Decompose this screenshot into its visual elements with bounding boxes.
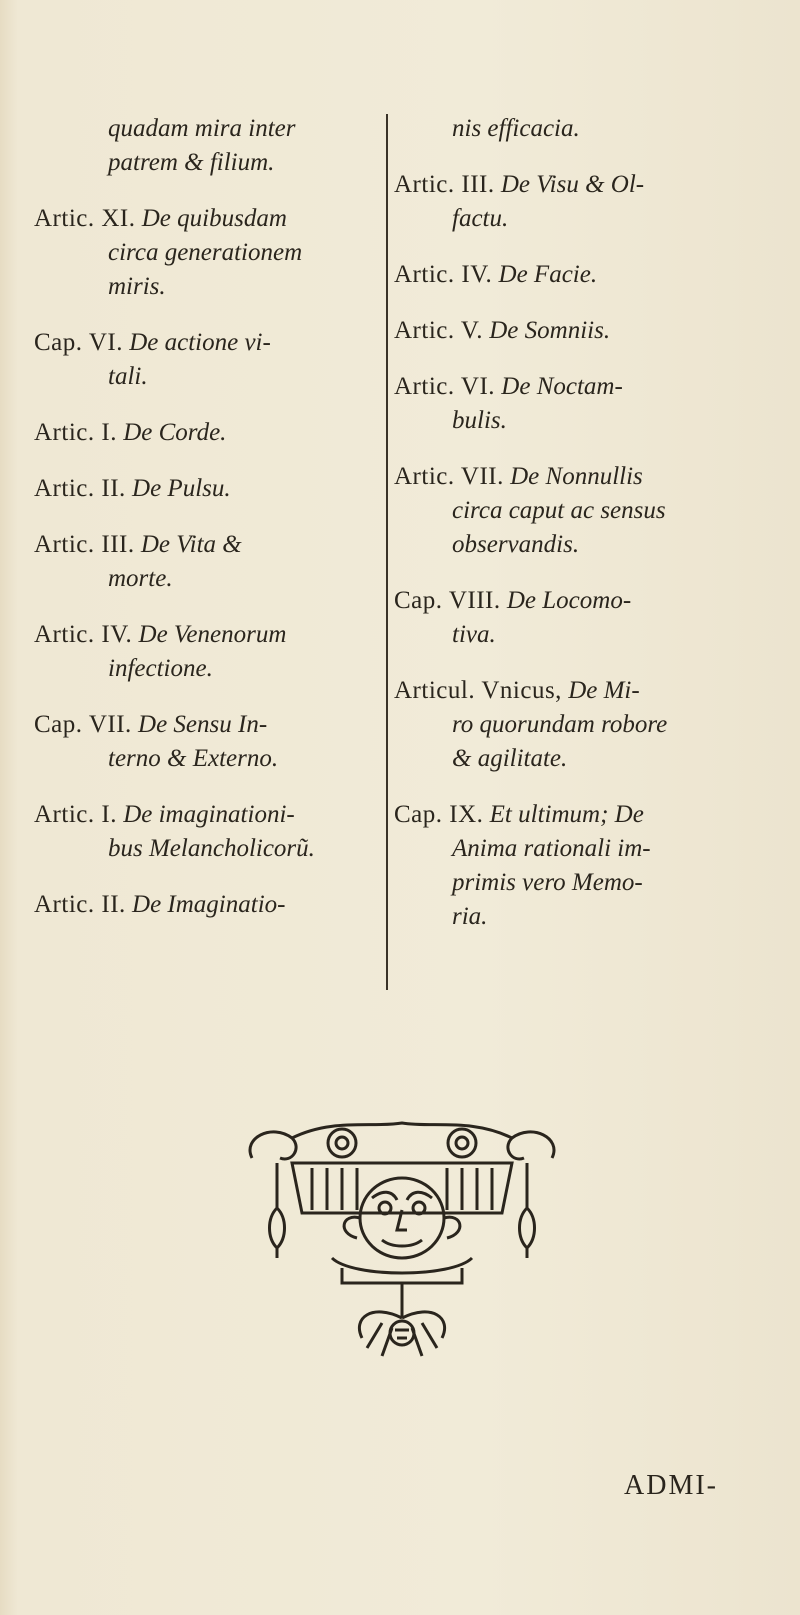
entry-label: Cap. IX. [394, 801, 484, 828]
index-entry [394, 460, 774, 562]
index-entry [34, 112, 384, 180]
index-entry [34, 202, 384, 304]
index-line [34, 652, 384, 686]
index-line [394, 674, 774, 708]
index-line [394, 584, 774, 618]
index-line [34, 326, 384, 360]
index-entry [394, 798, 774, 934]
index-line [34, 416, 384, 450]
entry-label: Artic. II. [34, 891, 126, 918]
index-entry [34, 798, 384, 866]
entry-title: Et ultimum; De [489, 801, 644, 828]
index-entry [34, 326, 384, 394]
index-line [394, 866, 774, 900]
entry-label: Cap. VIII. [394, 587, 501, 614]
index-line [394, 460, 774, 494]
index-entry [394, 314, 774, 348]
entry-label: Artic. III. [34, 531, 135, 558]
entry-title: circa generationem [108, 239, 303, 266]
entry-title: bus Melancholicorũ. [108, 835, 315, 862]
entry-label: Cap. VII. [34, 711, 132, 738]
entry-title: nis efficacia. [452, 115, 580, 142]
entry-title: Anima rationali im- [452, 835, 651, 862]
entry-title: De Locomo- [506, 587, 632, 614]
entry-title: tiva. [452, 621, 496, 648]
entry-title: De Pulsu. [132, 475, 231, 502]
index-line [34, 798, 384, 832]
index-column-right [394, 112, 774, 956]
index-entry [34, 708, 384, 776]
index-line [34, 472, 384, 506]
entry-label: Artic. IV. [34, 621, 133, 648]
entry-label: Cap. VI. [34, 329, 123, 356]
index-line [34, 888, 384, 922]
entry-title: De imaginationi- [123, 801, 295, 828]
entry-label: Artic. XI. [34, 205, 136, 232]
entry-title: De Sensu In- [138, 711, 268, 738]
entry-label: Articul. Vnicus, [394, 677, 562, 704]
catchword: ADMI- [624, 1470, 718, 1501]
index-line [34, 112, 384, 146]
entry-title: De Visu & Ol- [500, 171, 645, 198]
index-line [394, 202, 774, 236]
index-line [394, 168, 774, 202]
entry-title: De Facie. [498, 261, 598, 288]
index-line [34, 832, 384, 866]
index-entry [34, 528, 384, 596]
index-line [394, 314, 774, 348]
index-line [394, 112, 774, 146]
index-line [394, 494, 774, 528]
index-entry [394, 168, 774, 236]
index-entry [394, 674, 774, 776]
entry-title: De Nonnullis [510, 463, 643, 490]
index-line [34, 202, 384, 236]
index-entry [394, 584, 774, 652]
entry-title: bulis. [452, 407, 507, 434]
index-line [394, 528, 774, 562]
entry-title: De Corde. [123, 419, 227, 446]
index-line [34, 236, 384, 270]
index-line [394, 708, 774, 742]
index-line [394, 742, 774, 776]
index-column-left [34, 112, 384, 944]
entry-title: factu. [452, 205, 509, 232]
entry-title: circa caput ac sensus [452, 497, 666, 524]
entry-title: De quibusdam [141, 205, 287, 232]
index-entry [34, 472, 384, 506]
entry-label: Artic. VI. [394, 373, 496, 400]
entry-label: Artic. III. [394, 171, 495, 198]
entry-title: ro quorundam robore [452, 711, 668, 738]
index-line [34, 708, 384, 742]
entry-label: Artic. IV. [394, 261, 493, 288]
index-line [394, 618, 774, 652]
index-line [394, 404, 774, 438]
entry-title: & agilitate. [452, 745, 568, 772]
entry-label: Artic. II. [34, 475, 126, 502]
index-entry [34, 888, 384, 922]
entry-title: patrem & filium. [108, 149, 275, 176]
index-entry [394, 370, 774, 438]
entry-title: observandis. [452, 531, 580, 558]
entry-label: Artic. I. [34, 801, 117, 828]
entry-title: miris. [108, 273, 166, 300]
entry-title: De Somniis. [489, 317, 611, 344]
entry-title: De Vita & [140, 531, 242, 558]
index-line [34, 742, 384, 776]
entry-title: ria. [452, 903, 488, 930]
entry-label: Artic. VII. [394, 463, 504, 490]
entry-title: De Venenorum [138, 621, 287, 648]
index-line [34, 146, 384, 180]
entry-label: Artic. V. [394, 317, 483, 344]
entry-title: De actione vi- [129, 329, 271, 356]
index-line [394, 258, 774, 292]
index-line [394, 370, 774, 404]
index-line [34, 270, 384, 304]
entry-title: primis vero Memo- [452, 869, 643, 896]
index-line [34, 360, 384, 394]
index-line [394, 798, 774, 832]
index-entry [34, 416, 384, 450]
index-line [34, 562, 384, 596]
index-line [34, 618, 384, 652]
entry-title: De Imaginatio- [132, 891, 286, 918]
entry-title: infectione. [108, 655, 213, 682]
entry-title: morte. [108, 565, 173, 592]
index-line [34, 528, 384, 562]
grotesque-mask-headpiece-icon [232, 1118, 572, 1368]
entry-label: Artic. I. [34, 419, 117, 446]
entry-title: De Mi- [568, 677, 640, 704]
entry-title: De Noctam- [501, 373, 623, 400]
index-entry [34, 618, 384, 686]
index-line [394, 900, 774, 934]
index-entry [394, 258, 774, 292]
index-entry [394, 112, 774, 146]
entry-title: terno & Externo. [108, 745, 279, 772]
entry-title: tali. [108, 363, 148, 390]
entry-title: quadam mira inter [108, 115, 296, 142]
column-rule [386, 114, 388, 990]
index-line [394, 832, 774, 866]
